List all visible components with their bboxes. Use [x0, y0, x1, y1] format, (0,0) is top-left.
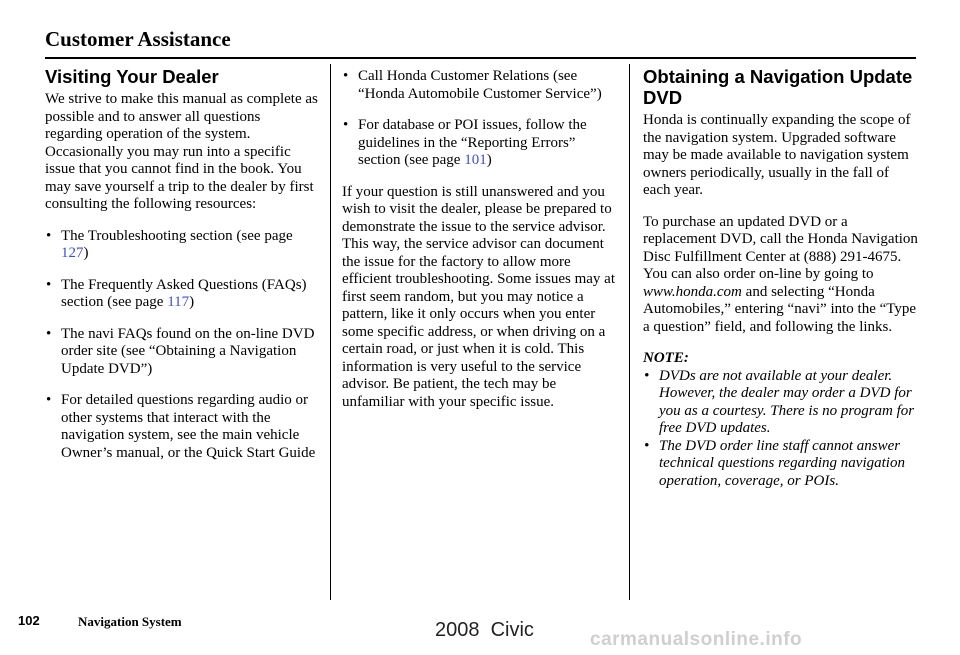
watermark-site: carmanualsonline.info: [590, 629, 803, 650]
column-1: [45, 66, 321, 476]
dealer-visit-paragraph: If your question is still unanswered and you wish to visit the dealer, please be prepared to demonstrate the issue to the service advisor. This way, the service advisor can document the issue for the factory to allow more efficient troubleshooting. Some issues may at first seem random, but you may notice a pattern, like it only occurs when you enter some specific address, or when driving on a certain road, or just when it is cold. This information is very useful to the service advisor. Be patient, the tech may be unfamiliar with your specific issue.: [342, 183, 616, 410]
page-link-117[interactable]: 117: [167, 294, 190, 310]
page-title: Customer Assistance: [45, 27, 231, 51]
update-paragraph-1: Honda is continually expanding the scope of the navigation system. Upgraded software may be made available to navigation system owners periodically, usually in the fall of each year.: [643, 112, 911, 198]
column-divider-1: [330, 64, 331, 600]
page-link-101[interactable]: 101: [464, 152, 487, 168]
column-divider-2: [629, 64, 630, 600]
page-link-127[interactable]: 127: [61, 245, 84, 261]
column-2: [342, 68, 618, 425]
update-paragraph-2: To purchase an updated DVD or a replacement DVD, call the Honda Navigation Disc Fulfillment Center at (888) 291-4675. You can also order on-line by going to www.honda.com and selecting “Honda Automobiles,” entering “navi” into the “Type a question” field, and following the links.: [643, 213, 918, 335]
header-rule: [45, 57, 916, 59]
page-number: 102: [18, 613, 40, 628]
watermark-model: 2008 Civic: [435, 619, 534, 641]
section-heading-update-dvd: Obtaining a Navigation Update DVD: [643, 66, 913, 108]
notes-list: [643, 368, 919, 491]
footer-section-name: Navigation System: [78, 614, 182, 629]
list-item: • The Troubleshooting section (see page 127): [45, 228, 321, 263]
honda-url: www.honda.com: [643, 283, 742, 300]
list-item: • Call Honda Customer Relations (see “Honda Automobile Customer Service”): [342, 68, 618, 103]
list-item: • For detailed questions regarding audio or other systems that interact with the navigation system, see the main vehicle Owner’s manual, or the Quick Start Guide: [45, 392, 321, 462]
list-item: • For database or POI issues, follow the guidelines in the “Reporting Errors” section (see page 101): [342, 117, 618, 170]
note-label: NOTE:: [643, 350, 689, 366]
list-item: • The navi FAQs found on the on-line DVD order site (see “Obtaining a Navigation Update DVD”): [45, 326, 321, 379]
list-item: • The Frequently Asked Questions (FAQs) section (see page 117): [45, 277, 321, 312]
resources-list: [45, 228, 321, 463]
column-3: [643, 66, 919, 490]
list-item: • DVDs are not available at your dealer. However, the dealer may order a DVD for you as a courtesy. There is no program for free DVD updates.: [643, 368, 919, 438]
resources-list-continued: [342, 68, 618, 170]
intro-paragraph: We strive to make this manual as complete as possible and to answer all questions regarding operation of the system. Occasionally you may run into a specific issue that you cannot find in the book. You may save yourself a trip to the dealer by first consulting the following resources:: [45, 91, 318, 212]
list-item: • The DVD order line staff cannot answer technical questions regarding navigation operation, coverage, or POIs.: [643, 438, 919, 491]
section-heading-visiting-dealer: Visiting Your Dealer: [45, 66, 219, 87]
